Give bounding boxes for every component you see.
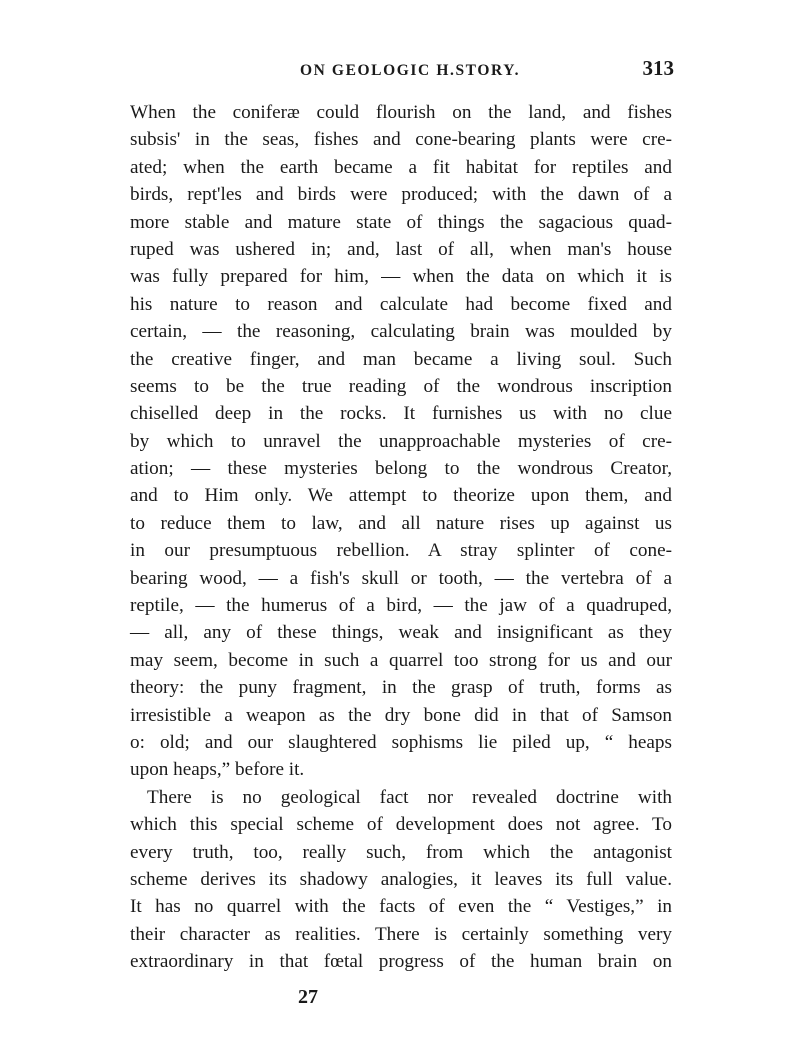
text-line: the creative finger, and man became a living soul. Such (130, 348, 672, 370)
page-number: 313 (642, 56, 674, 80)
text-line: When the coniferæ could flourish on the land, and fishes (130, 102, 672, 123)
text-line: more stable and mature state of things the sagacious quad- (130, 211, 672, 233)
text-line: bearing wood, — a fish's skull or tooth, — the vertebra of a (130, 567, 672, 589)
text-line: was fully prepared for him, — when the data on which it is (130, 266, 672, 288)
paragraph-start-line: There is no geological fact nor revealed doctrine with (147, 786, 672, 808)
text-line: by which to unravel the unapproachable mysteries of cre- (130, 430, 672, 452)
text-line: It has no quarrel with the facts of even the “ Vestiges,” in (130, 896, 672, 918)
text-line: ation; — these mysteries belong to the wondrous Creator, (130, 458, 672, 480)
text-line: — all, any of these things, weak and insignificant as they (130, 622, 672, 644)
text-line: scheme derives its shadowy analogies, it leaves its full value. (130, 868, 672, 890)
paragraph-end-line: upon heaps,” before it. (130, 759, 305, 781)
text-line: ated; when the earth became a fit habitat for reptiles and (130, 156, 672, 178)
text-line: their character as realities. There is certainly something very (130, 923, 672, 945)
text-line: chiselled deep in the rocks. It furnishes us with no clue (130, 403, 672, 425)
text-line: to reduce them to law, and all nature rises up against us (130, 512, 672, 534)
text-line: subsis' in the seas, fishes and cone-bearing plants were cre- (130, 129, 672, 151)
text-line: reptile, — the humerus of a bird, — the jaw of a quadruped, (130, 595, 672, 617)
text-line: ruped was ushered in; and, last of all, when man's house (130, 238, 672, 260)
text-line: every truth, too, really such, from which the antagonist (130, 841, 672, 863)
text-line: birds, rept'les and birds were produced; with the dawn of a (130, 184, 672, 206)
body-text (130, 99, 672, 976)
page-header (130, 56, 674, 86)
text-line: extraordinary in that fœtal progress of the human brain on (130, 951, 672, 973)
text-line: which this special scheme of development does not agree. To (130, 814, 672, 836)
text-line: may seem, become in such a quarrel too strong for us and our (130, 649, 672, 671)
text-line: o: old; and our slaughtered sophisms lie piled up, “ heaps (130, 731, 672, 753)
text-line: in our presumptuous rebellion. A stray splinter of cone- (130, 540, 672, 562)
text-line: theory: the puny fragment, in the grasp of truth, forms as (130, 677, 672, 699)
text-line: certain, — the reasoning, calculating brain was moulded by (130, 321, 672, 343)
text-line: and to Him only. We attempt to theorize upon them, and (130, 485, 672, 507)
text-line: seems to be the true reading of the wondrous inscription (130, 375, 672, 397)
text-line: his nature to reason and calculate had become fixed and (130, 293, 672, 315)
text-line: irresistible a weapon as the dry bone did in that of Samson (130, 704, 672, 726)
signature-mark: 27 (298, 986, 318, 1008)
running-title: ON GEOLOGIC H.STORY. (300, 62, 521, 79)
